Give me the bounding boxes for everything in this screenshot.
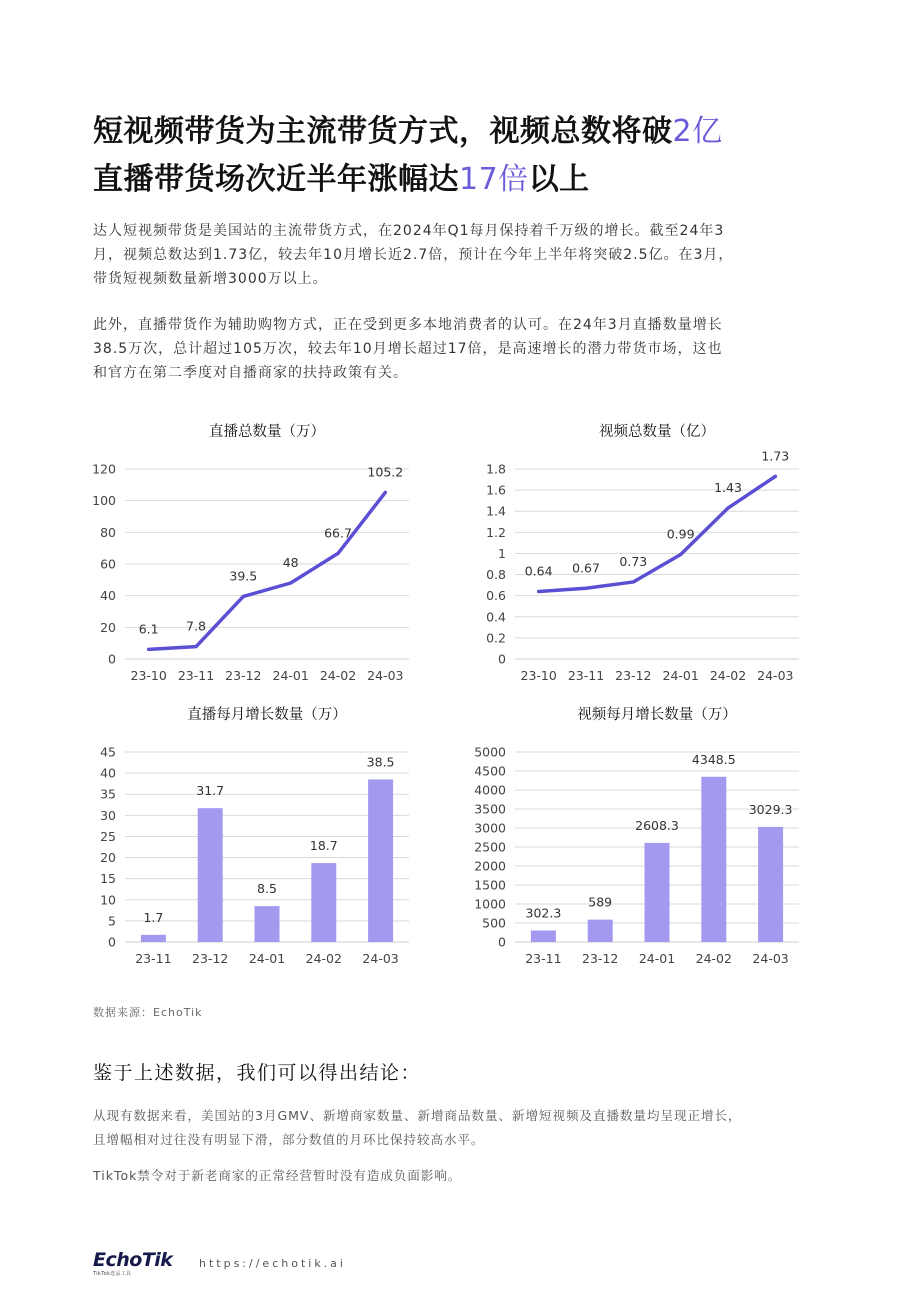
- y-tick-label: 25: [100, 828, 116, 844]
- page-title: [93, 108, 723, 204]
- bar: [368, 779, 393, 942]
- y-tick-label: 40: [100, 765, 116, 781]
- x-tick-label: 24-01: [248, 951, 286, 966]
- x-tick-label: 23-11: [525, 951, 562, 966]
- chart-video-total: [475, 410, 815, 690]
- data-label: 48: [282, 555, 299, 570]
- chart-video-total-svg: [475, 410, 815, 690]
- conclusion-paragraph-1: 从现有数据来看，美国站的3月GMV、新增商家数量、新增商品数量、新增短视频及直播数量均呈现正增长， 且增幅相对过往没有明显下滑，部分数值的月环比保持较高水平。: [93, 1108, 742, 1147]
- echotik-logo: [93, 1250, 172, 1277]
- title-highlight-1: 2亿: [672, 114, 723, 149]
- data-label: 31.7: [196, 783, 225, 799]
- y-tick-label: 4000: [474, 782, 506, 798]
- x-tick-label: 24-02: [319, 668, 357, 683]
- y-tick-label: 10: [100, 892, 116, 908]
- y-tick-label: 1.2: [486, 524, 506, 540]
- logo-tagline: TikTok选品工具: [93, 1271, 132, 1277]
- y-tick-label: 4500: [474, 763, 506, 779]
- bar: [588, 920, 613, 942]
- data-point: [147, 648, 150, 651]
- x-tick-label: 24-03: [757, 668, 794, 683]
- data-label: 0.73: [619, 553, 648, 569]
- data-label: 3029.3: [748, 801, 793, 817]
- data-label: 0.67: [572, 560, 600, 576]
- y-tick-label: 0: [108, 934, 116, 950]
- y-tick-label: 1.4: [486, 503, 506, 519]
- paragraph-2: 此外，直播带货作为辅助购物方式，正在受到更多本地消费者的认可。在24年3月直播数量增长 38.5万次，总计超过105万次，较去年10月增长超过17倍，是高速增长的潜力带货市场，这也 和官方在第二季度对自播商家的扶持政策有关。: [93, 317, 723, 381]
- data-label: 1.73: [761, 448, 790, 464]
- x-tick-label: 23-12: [225, 668, 262, 683]
- chart-live-total: [85, 410, 425, 690]
- x-tick-label: 23-12: [582, 951, 619, 966]
- title-line-2: 直播带货场次近半年涨幅达17倍以上: [93, 162, 590, 197]
- paragraph-1: 达人短视频带货是美国站的主流带货方式，在2024年Q1每月保持着千万级的增长。截至24年3 月，视频总数达到1.73亿，较去年10月增长近2.7倍，预计在今年上半年将突破2.5亿。在3月， 带货短视频数量新增3000万以上。: [93, 223, 734, 287]
- data-point: [242, 595, 245, 598]
- y-tick-label: 0: [498, 651, 506, 667]
- y-tick-label: 0.4: [486, 609, 506, 625]
- y-tick-label: 1: [498, 545, 506, 561]
- data-label: 38.5: [366, 754, 395, 770]
- bar: [531, 931, 556, 942]
- x-tick-label: 24-01: [638, 951, 676, 966]
- bar: [701, 777, 726, 942]
- bar: [255, 906, 280, 942]
- y-tick-label: 30: [100, 807, 116, 823]
- y-tick-label: 3000: [474, 820, 506, 836]
- x-tick-label: 23-10: [520, 668, 557, 683]
- x-tick-label: 24-01: [662, 668, 699, 683]
- bar: [141, 935, 166, 942]
- data-point: [679, 553, 682, 556]
- y-tick-label: 5: [108, 913, 116, 929]
- data-point: [537, 590, 540, 593]
- chart-video-monthly: [475, 693, 815, 973]
- data-point: [585, 587, 588, 590]
- x-tick-label: 23-12: [192, 951, 229, 966]
- y-tick-label: 5000: [474, 744, 506, 760]
- chart-live-monthly: [85, 693, 425, 973]
- chart-live-total-svg: [85, 410, 425, 690]
- data-label: 302.3: [525, 905, 562, 921]
- chart-title: 视频总数量（亿）: [599, 424, 715, 440]
- data-label: 589: [588, 894, 613, 910]
- data-point: [337, 552, 340, 555]
- data-point: [384, 491, 387, 494]
- y-tick-label: 100: [92, 493, 116, 509]
- y-tick-label: 20: [100, 619, 116, 635]
- data-label: 6.1: [138, 621, 159, 637]
- x-tick-label: 23-12: [615, 668, 652, 683]
- y-tick-label: 1.8: [486, 461, 506, 477]
- y-tick-label: 15: [100, 871, 116, 887]
- conclusion-title: 鉴于上述数据，我们可以得出结论：: [93, 1062, 422, 1084]
- data-label: 0.64: [524, 563, 553, 579]
- y-tick-label: 3500: [474, 801, 506, 817]
- x-tick-label: 24-03: [367, 668, 404, 683]
- title-line-1: 短视频带货为主流带货方式，视频总数将破2亿: [93, 114, 723, 149]
- chart-title: 直播每月增长数量（万）: [187, 707, 347, 723]
- y-tick-label: 80: [100, 524, 116, 540]
- y-tick-label: 120: [92, 461, 116, 477]
- data-point: [632, 580, 635, 583]
- data-label: 4348.5: [691, 751, 736, 767]
- y-tick-label: 2000: [474, 858, 506, 874]
- bar: [645, 843, 670, 942]
- data-label: 1.7: [143, 909, 164, 925]
- chart-title: 直播总数量（万）: [209, 424, 325, 440]
- chart-title: 视频每月增长数量（万）: [577, 707, 737, 723]
- y-tick-label: 45: [100, 744, 116, 760]
- chart-video-monthly-svg: [475, 693, 815, 973]
- data-point: [774, 475, 777, 478]
- y-tick-label: 2500: [474, 839, 506, 855]
- logo-brand: EchoTik: [93, 1249, 173, 1271]
- data-label: 2608.3: [635, 817, 679, 833]
- x-tick-label: 24-01: [272, 668, 309, 683]
- bar: [311, 863, 336, 942]
- y-tick-label: 0.6: [486, 588, 506, 604]
- data-point: [289, 582, 292, 585]
- y-tick-label: 1000: [474, 896, 506, 912]
- y-tick-label: 0: [498, 934, 506, 950]
- y-tick-label: 0.2: [486, 630, 506, 646]
- chart-live-monthly-svg: [85, 693, 425, 973]
- data-point: [195, 645, 198, 648]
- data-label: 39.5: [229, 568, 258, 584]
- x-tick-label: 24-02: [695, 951, 732, 966]
- data-label: 105.2: [367, 464, 404, 480]
- x-tick-label: 23-11: [135, 951, 172, 966]
- y-tick-label: 0: [108, 651, 116, 667]
- data-point: [727, 507, 730, 510]
- y-tick-label: 35: [100, 786, 116, 802]
- bar: [198, 808, 223, 942]
- x-tick-label: 23-11: [567, 668, 605, 683]
- data-label: 8.5: [257, 881, 277, 897]
- y-tick-label: 1.6: [486, 482, 506, 498]
- data-label: 18.7: [309, 838, 338, 854]
- data-label: 7.8: [186, 618, 206, 634]
- conclusion-paragraph-2: TikTok禁令对于新老商家的正常经营暂时没有造成负面影响。: [93, 1168, 462, 1183]
- y-tick-label: 40: [100, 588, 116, 604]
- data-label: 0.99: [666, 526, 695, 542]
- x-tick-label: 23-10: [130, 668, 167, 683]
- y-tick-label: 60: [100, 556, 116, 572]
- x-tick-label: 24-02: [305, 951, 342, 966]
- data-label: 66.7: [324, 525, 352, 541]
- x-tick-label: 24-03: [752, 951, 789, 966]
- data-label: 1.43: [714, 480, 742, 496]
- title-highlight-2: 17倍: [459, 162, 529, 197]
- footer-url[interactable]: https://echotik.ai: [199, 1257, 346, 1270]
- y-tick-label: 0.8: [486, 567, 506, 583]
- x-tick-label: 24-03: [362, 951, 399, 966]
- y-tick-label: 500: [482, 915, 506, 931]
- y-tick-label: 20: [100, 850, 116, 866]
- data-source: 数据来源：EchoTik: [93, 1006, 203, 1019]
- bar: [758, 827, 783, 942]
- series-line: [149, 492, 386, 649]
- y-tick-label: 1500: [474, 877, 506, 893]
- x-tick-label: 24-02: [709, 668, 747, 683]
- x-tick-label: 23-11: [177, 668, 215, 683]
